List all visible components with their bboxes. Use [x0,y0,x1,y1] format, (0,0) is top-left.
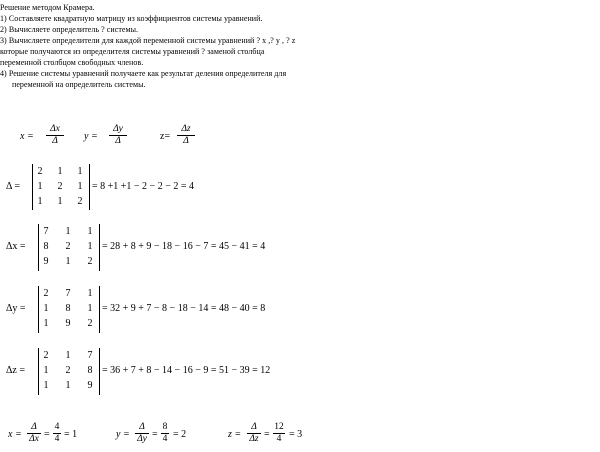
formula-x-denominator: Δ [52,136,58,146]
solution-x-numerator-1: Δ [31,422,37,432]
det-x-matrix [38,224,100,271]
formula-z-denominator: Δ [183,136,189,146]
matrix-cell: 1 [43,380,49,391]
solution-y-numerator-2: 8 [162,422,168,432]
matrix-cell: 1 [87,303,93,314]
formula-y-numerator: Δy [113,124,123,134]
matrix-cell: 2 [77,196,83,207]
matrix-cell: 1 [87,288,93,299]
solution-z-numerator-2: 12 [274,422,284,432]
matrix-cell: 8 [65,303,71,314]
solution-x-fraction-2 [52,422,62,445]
det-main-matrix [32,164,90,210]
step-3-line-1: 3) Вычисляете определители для каждой переменной системы уравнений ? x ,? y , ? z [0,36,296,45]
matrix-cell: 1 [37,181,43,192]
formula-y-denominator: Δ [115,136,121,146]
formula-x-numerator: Δx [50,124,60,134]
solution-y-fraction-2 [160,422,170,445]
matrix-cell: 1 [87,241,93,252]
matrix-cell: 2 [65,241,71,252]
matrix-cell: 1 [37,196,43,207]
matrix-cell: 2 [87,256,93,267]
matrix-cell: 2 [65,365,71,376]
det-z-result: = 36 + 7 + 8 − 14 − 16 − 9 = 51 − 39 = 12 [102,365,271,376]
solution-z-lhs: z = [228,429,242,440]
doc-title: Решение методом Крамера. [0,3,95,12]
solution-y-equals: = [152,429,158,440]
formula-y-lhs: y = [84,131,98,142]
step-3-line-2: которые получаются из определителя системы уравнений ? заменой столбца [0,47,265,56]
matrix-cell: 1 [43,365,49,376]
formula-z-fraction [176,124,196,147]
matrix-cell: 1 [77,166,83,177]
solution-x-value: = 1 [64,429,78,440]
matrix-cell: 8 [87,365,93,376]
matrix-cell: 2 [37,166,43,177]
step-4-line-2: переменной на определитель системы. [12,80,146,89]
matrix-cell: 1 [65,256,71,267]
matrix-cell: 1 [43,303,49,314]
matrix-cell: 7 [43,226,49,237]
solution-y-numerator-1: Δ [139,422,145,432]
formula-z-lhs: z= [160,131,171,142]
solution-z-value: = 3 [289,429,303,440]
det-y-label: Δy = [6,303,26,314]
formula-x-fraction [45,124,65,147]
step-4-line-1: 4) Решение системы уравнений получаете как результат деления определителя для [0,69,287,78]
matrix-cell: 1 [65,226,71,237]
matrix-cell: 7 [87,350,93,361]
det-y-result: = 32 + 9 + 7 − 8 − 18 − 14 = 48 − 40 = 8 [102,303,266,314]
det-main-result: = 8 +1 +1 − 2 − 2 − 2 = 4 [92,181,194,192]
det-x-result: = 28 + 8 + 9 − 18 − 16 − 7 = 45 − 41 = 4 [102,241,266,252]
step-2: 2) Вычисляете определитель ? системы. [0,25,139,34]
solution-z-denominator-1: Δz [249,434,259,444]
solution-z-fraction-2 [272,422,286,445]
solution-x-numerator-2: 4 [54,422,60,432]
solution-x-fraction-1 [26,422,42,445]
solution-z-numerator-1: Δ [251,422,257,432]
matrix-cell: 1 [87,226,93,237]
matrix-cell: 9 [65,318,71,329]
step-1: 1) Составляете квадратную матрицу из коэффициентов системы уравнений. [0,14,263,23]
formula-z-numerator: Δz [181,124,191,134]
solution-y-value: = 2 [173,429,187,440]
matrix-cell: 9 [87,380,93,391]
solution-z-denominator-2: 4 [276,434,282,444]
matrix-cell: 2 [57,181,63,192]
solution-y-fraction-1 [134,422,150,445]
formula-y-fraction [108,124,128,147]
solution-x-equals: = [44,429,50,440]
formula-x-lhs: x = [20,131,34,142]
matrix-cell: 1 [65,380,71,391]
matrix-cell: 2 [43,350,49,361]
det-z-label: Δz = [6,365,26,376]
matrix-cell: 1 [77,181,83,192]
matrix-cell: 1 [65,350,71,361]
step-3-line-3: переменной столбцом свободных членов. [0,58,144,67]
det-z-matrix [38,348,100,395]
solution-y-denominator-2: 4 [162,434,168,444]
solution-z-equals: = [264,429,270,440]
matrix-cell: 2 [43,288,49,299]
det-main-label: Δ = [6,181,21,192]
solution-z-fraction-1 [246,422,262,445]
matrix-cell: 1 [57,166,63,177]
solution-x-denominator-2: 4 [54,434,60,444]
det-y-matrix [38,286,100,333]
solution-x-denominator-1: Δx [29,434,39,444]
matrix-cell: 8 [43,241,49,252]
solution-y-denominator-1: Δy [137,434,147,444]
det-x-label: Δx = [6,241,26,252]
matrix-cell: 2 [87,318,93,329]
matrix-cell: 7 [65,288,71,299]
solution-x-lhs: x = [8,429,22,440]
matrix-cell: 9 [43,256,49,267]
matrix-cell: 1 [43,318,49,329]
matrix-cell: 1 [57,196,63,207]
solution-y-lhs: y = [116,429,130,440]
